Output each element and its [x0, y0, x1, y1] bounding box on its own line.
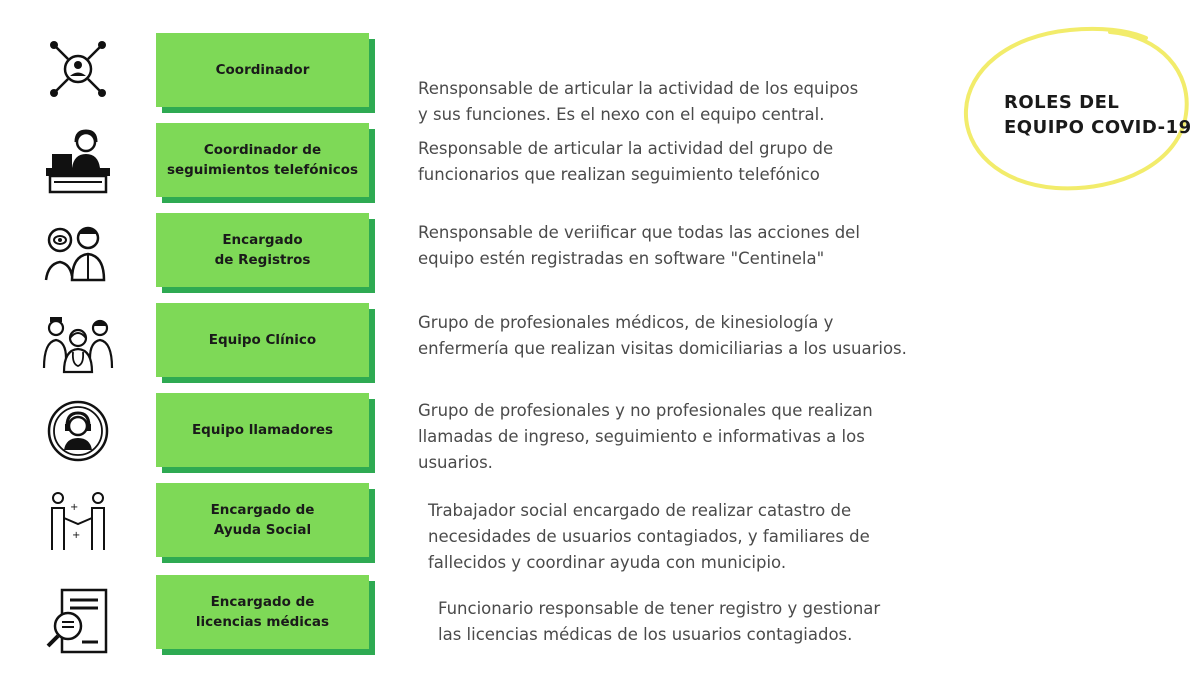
- call-center-agent-icon: [38, 396, 118, 466]
- role-box-equipo-llamadores: [156, 393, 369, 467]
- role-box-equipo-clinico: [156, 303, 369, 377]
- svg-text:+: +: [70, 502, 79, 513]
- role-label: Encargado de Registros: [214, 232, 311, 268]
- role-box-ayuda-social: [156, 483, 369, 557]
- role-description: Grupo de profesionales médicos, de kinesiología y enfermería que realizan visitas domiciliarias a los usuarios.: [418, 313, 907, 358]
- role-description: Trabajador social encargado de realizar catastro de necesidades de usuarios contagiados, y familiares de fallecidos y coordinar ayuda con municipio.: [428, 501, 870, 572]
- coordinator-network-icon: [38, 34, 118, 104]
- role-box-coordinador: [156, 33, 369, 107]
- role-box-licencias-medicas: [156, 575, 369, 649]
- role-box-encargado-registros: [156, 213, 369, 287]
- role-label: Equipo Clínico: [208, 332, 317, 348]
- role-description: Grupo de profesionales y no profesionales que realizan llamadas de ingreso, seguimiento e informativas a los usuarios.: [418, 401, 873, 472]
- phone-operator-desk-icon: [38, 126, 118, 196]
- role-label: Coordinador: [215, 62, 310, 78]
- page-title: ROLES DEL EQUIPO COVID-19: [1004, 92, 1192, 138]
- role-label: Equipo llamadores: [191, 422, 334, 438]
- title-badge: [960, 22, 1192, 194]
- role-label: Encargado de licencias médicas: [195, 594, 330, 630]
- svg-text:+: +: [72, 530, 81, 541]
- role-box-coordinador-seguimientos: [156, 123, 369, 197]
- role-description: Rensponsable de veriificar que todas las acciones del equipo estén registradas en software "Centinela": [418, 223, 860, 268]
- document-search-icon: [38, 586, 118, 656]
- role-description: Responsable de articular la actividad del grupo de funcionarios que realizan seguimiento telefónico: [418, 139, 834, 184]
- inspector-eye-icon: [38, 214, 118, 284]
- role-label: Coordinador de seguimientos telefónicos: [166, 142, 359, 178]
- medical-team-icon: [38, 306, 118, 376]
- role-description: Rensponsable de articular la actividad de los equipos y sus funciones. Es el nexo con el equipo central.: [418, 79, 859, 124]
- role-label: Encargado de Ayuda Social: [210, 502, 315, 538]
- social-help-icon: [38, 486, 118, 556]
- role-description: Funcionario responsable de tener registro y gestionar las licencias médicas de los usuarios contagiados.: [438, 599, 881, 644]
